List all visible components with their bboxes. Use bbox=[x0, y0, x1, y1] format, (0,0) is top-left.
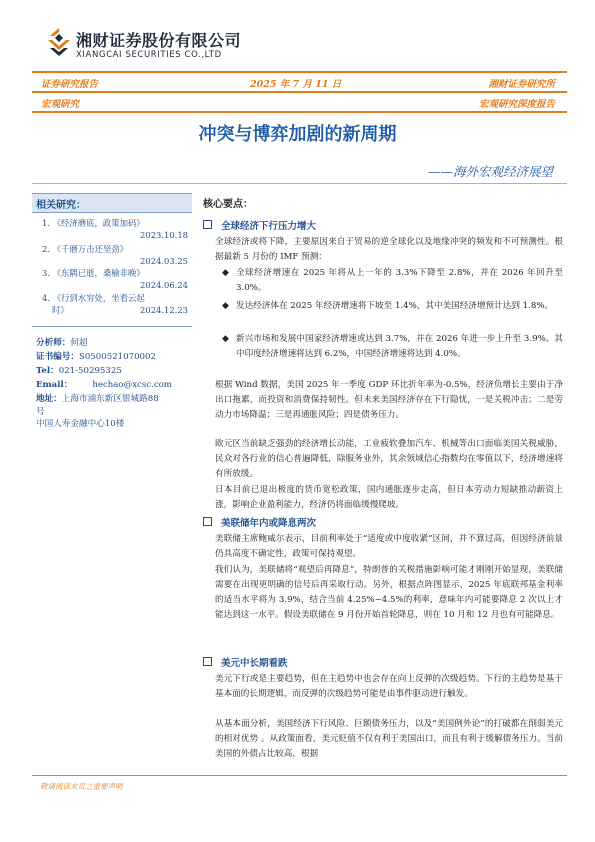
checkbox-icon bbox=[203, 220, 212, 229]
analyst: 分析师：何超 bbox=[36, 338, 88, 348]
page-title: 冲突与博弈加剧的新周期 bbox=[198, 124, 397, 145]
disclaimer-note: 敬请阅读末页之重要声明 bbox=[40, 782, 123, 791]
related-item[interactable]: 1. 《经济磨底，政策加码》 2023.10.18 bbox=[42, 218, 188, 240]
paragraph: 美联储主席鲍威尔表示，目前利率处于“适度或中度收紧”区间，并不算过高，但因经济前景仍具高度不确定性，政策可保持观望。 bbox=[215, 534, 563, 559]
header-mid-line bbox=[32, 91, 567, 93]
paragraph: 全球经济或将下降，主要原因来自于贸易的逆全球化以及地缘冲突的频发和不可预测性。根据最新 5 月份的 IMF 预测： bbox=[215, 237, 563, 262]
section-heading: 全球经济下行压力增大 bbox=[203, 218, 563, 232]
paragraph: 我们认为，美联储将“观望后再降息”，特朗普的关税措施影响可能才刚刚开始显现，美联储需要在出现更明确的信号后再采取行动。另外，根据点阵图显示，2025 年底联邦基金利率的适当水平将为 3.9%，结合当前 4.25%~4.5%的利率，意味年内可能要降息 2 次以上才能达到这一水平。假设美联储在 9 月份开始首轮降息，则在 10 月和 12 月也有可能降息。 bbox=[215, 565, 563, 620]
diamond-bullet-icon: ◆ bbox=[222, 301, 229, 311]
paragraph: 欧元区当前缺乏强劲的经济增长动能，工业疲软叠加汽车、机械等出口面临美国关税威胁，民众对各行业的信心普遍降低，除服务业外，其余领域信心指数均在零值以下，经济增速将有所放缓。 bbox=[215, 439, 563, 479]
section-heading: 美联储年内或降息两次 bbox=[203, 515, 563, 529]
footer-divider bbox=[32, 775, 567, 776]
checkbox-icon bbox=[203, 657, 212, 666]
header-bottom-line bbox=[32, 111, 567, 113]
telephone: Tel：021-50295325 bbox=[36, 366, 122, 376]
paragraph: 日本目前已退出极度的货币宽松政策，国内通胀逐步走高，但日本劳动力短缺推动薪资上涨，影响企业盈利能力，经济仍将面临缓慢爬坡。 bbox=[215, 485, 563, 510]
report-header-band bbox=[32, 71, 567, 113]
email[interactable]: Email： hechao@xcsc.com bbox=[36, 380, 172, 390]
checkbox-icon bbox=[203, 517, 212, 526]
bullet-item: ◆ 全球经济增速在 2025 年将从上一年的 3.3%下降至 2.8%，并在 2026 年回升至 3.0%。 bbox=[222, 268, 563, 293]
bullet-item: ◆ 发达经济体在 2025 年经济增速将下坡至 1.4%，其中美国经济增预计达到 1.8%。 bbox=[222, 299, 563, 314]
sidebar-divider bbox=[32, 326, 192, 327]
report-type: 证券研究报告 bbox=[41, 79, 99, 90]
certificate-number: 证书编号：S0500521070002 bbox=[36, 352, 156, 362]
related-research-heading: 相关研究： bbox=[32, 193, 192, 213]
diamond-bullet-icon: ◆ bbox=[222, 334, 229, 344]
section-heading: 美元中长期看跌 bbox=[203, 655, 563, 669]
paragraph: 美元下行或是主要趋势，但在主趋势中也会存在向上反弹的次级趋势。下行的主趋势是基于基本面的长期逻辑，而反弹的次级趋势可能是由事件驱动进行触发。 bbox=[215, 674, 563, 699]
company-name-en: XIANGCAI SECURITIES CO.,LTD bbox=[76, 50, 222, 60]
diamond-bullet-icon: ◆ bbox=[222, 268, 229, 278]
report-date: 2025 年 7 月 11 日 bbox=[250, 79, 342, 90]
related-item[interactable]: 2. 《千磨万击还坚劲》 2024.03.25 bbox=[42, 244, 188, 266]
core-points-label: 核心要点： bbox=[203, 199, 253, 210]
company-logo-icon bbox=[46, 26, 72, 56]
paragraph: 从基本面分析，美国经济下行风险、巨额债务压力，以及“美国例外论”的打破都在削弱美元的相对优势 。从政策面看，美元贬值不仅有利于美国出口，而且有利于缓解债务压力。当前美国的外债占比较高，根据 bbox=[215, 719, 563, 759]
title-divider bbox=[32, 183, 567, 184]
bullet-item: ◆ 新兴市场和发展中国家经济增速或达到 3.7%，并在 2026 年进一步上升至 3.9%。其中印度经济增速将达到 6.2%，中国经济增速将达到 4.0%。 bbox=[222, 334, 563, 359]
related-item[interactable]: 3. 《东隅已逝，桑榆非晚》 2024.06.24 bbox=[42, 268, 188, 290]
related-item[interactable]: 4. 《行到水穷处，坐看云起 时》 2024.12.23 bbox=[42, 293, 188, 315]
page-subtitle: ——海外宏观经济展望 bbox=[427, 164, 553, 179]
report-category: 宏观研究 bbox=[41, 99, 80, 110]
paragraph: 根据 Wind 数据，美国 2025 年一季度 GDP 环比折年率为-0.5%，经济负增长主要由于净出口拖累，而投资和消费保持韧性。但未来美国经济存在下行隐忧，一是关税冲击；二是劳动力市场降温；三是再通胀风险；四是债务压力。 bbox=[215, 380, 563, 420]
report-subcategory: 宏观研究深度报告 bbox=[478, 99, 555, 110]
header-top-line bbox=[32, 71, 567, 73]
company-name-cn: 湘财证券股份有限公司 bbox=[76, 31, 242, 50]
address: 地址：上海市浦东新区银城路88 号 中国人寿金融中心10楼 bbox=[36, 394, 159, 429]
institute-name: 湘财证券研究所 bbox=[488, 79, 555, 90]
